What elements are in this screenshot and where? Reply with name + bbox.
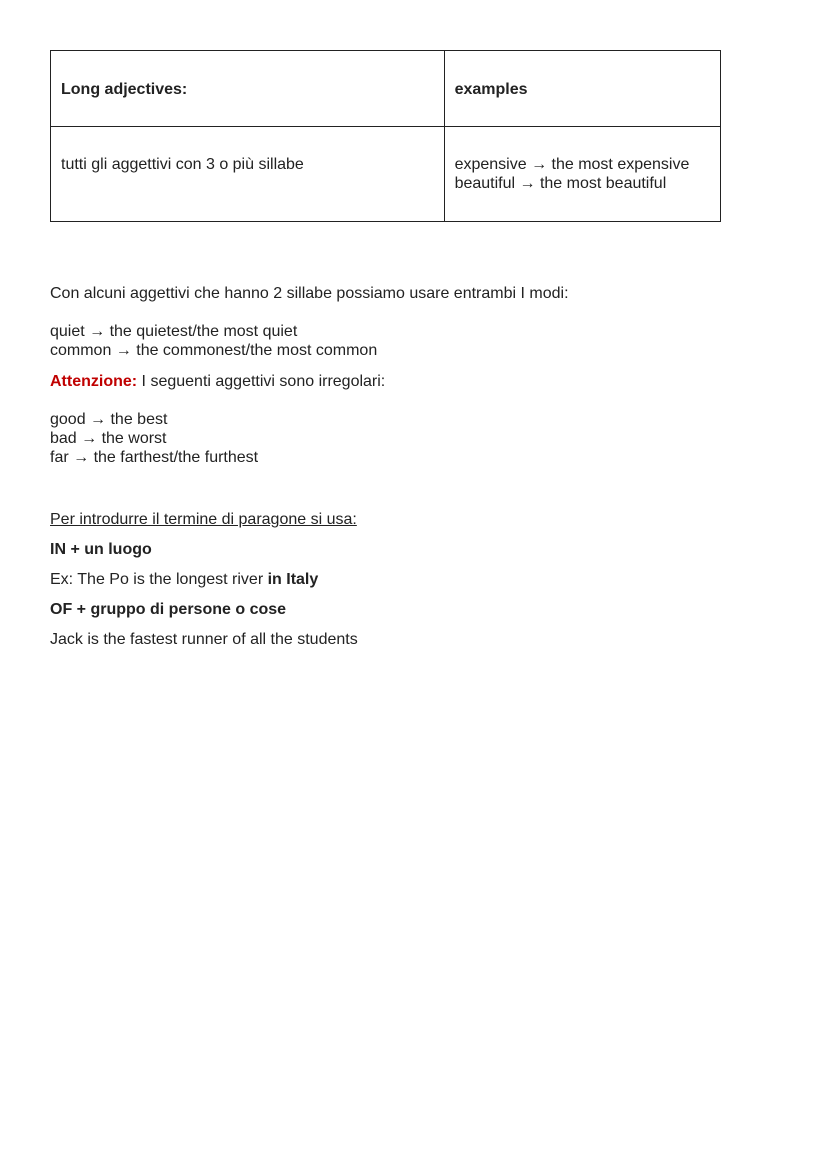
example-line: expensive → the most expensive xyxy=(454,156,690,173)
table-row xyxy=(51,127,721,222)
in-example-bold: in Italy xyxy=(267,571,319,588)
header-examples: examples xyxy=(454,81,528,98)
table-header-cell-rule xyxy=(51,51,445,127)
attention-label: Attenzione: xyxy=(50,373,138,390)
header-long-adjectives: Long adjectives: xyxy=(61,81,188,98)
rule-text: tutti gli aggettivi con 3 o più sillabe xyxy=(61,156,304,173)
document-page xyxy=(50,50,770,648)
two-syllable-examples xyxy=(50,322,377,360)
example-line: good → the best xyxy=(50,411,168,428)
in-rule: IN + un luogo xyxy=(50,541,152,558)
irregular-examples xyxy=(50,410,258,467)
example-line: far → the farthest/the furthest xyxy=(50,449,259,466)
table-header-row xyxy=(51,51,721,127)
example-line: quiet → the quietest/the most quiet xyxy=(50,323,298,340)
two-syllable-intro: Con alcuni aggettivi che hanno 2 sillabe possiamo usare entrambi I modi: xyxy=(50,285,569,302)
table-cell-rule xyxy=(51,127,445,222)
example-line: bad → the worst xyxy=(50,430,167,447)
irregular-notice xyxy=(50,372,385,391)
table-header-cell-examples xyxy=(444,51,720,127)
of-example: Jack is the fastest runner of all the students xyxy=(50,631,358,648)
comparison-heading: Per introdurre il termine di paragone si usa: xyxy=(50,511,357,528)
in-example-text: Ex: The Po is the longest river xyxy=(50,571,268,588)
long-adjectives-table xyxy=(50,50,721,222)
irregular-notice-text: I seguenti aggettivi sono irregolari: xyxy=(137,373,386,390)
example-line: common → the commonest/the most common xyxy=(50,342,378,359)
of-rule: OF + gruppo di persone o cose xyxy=(50,601,287,618)
in-example xyxy=(50,570,318,589)
table-cell-examples xyxy=(444,127,720,222)
example-line: beautiful → the most beautiful xyxy=(454,175,667,192)
